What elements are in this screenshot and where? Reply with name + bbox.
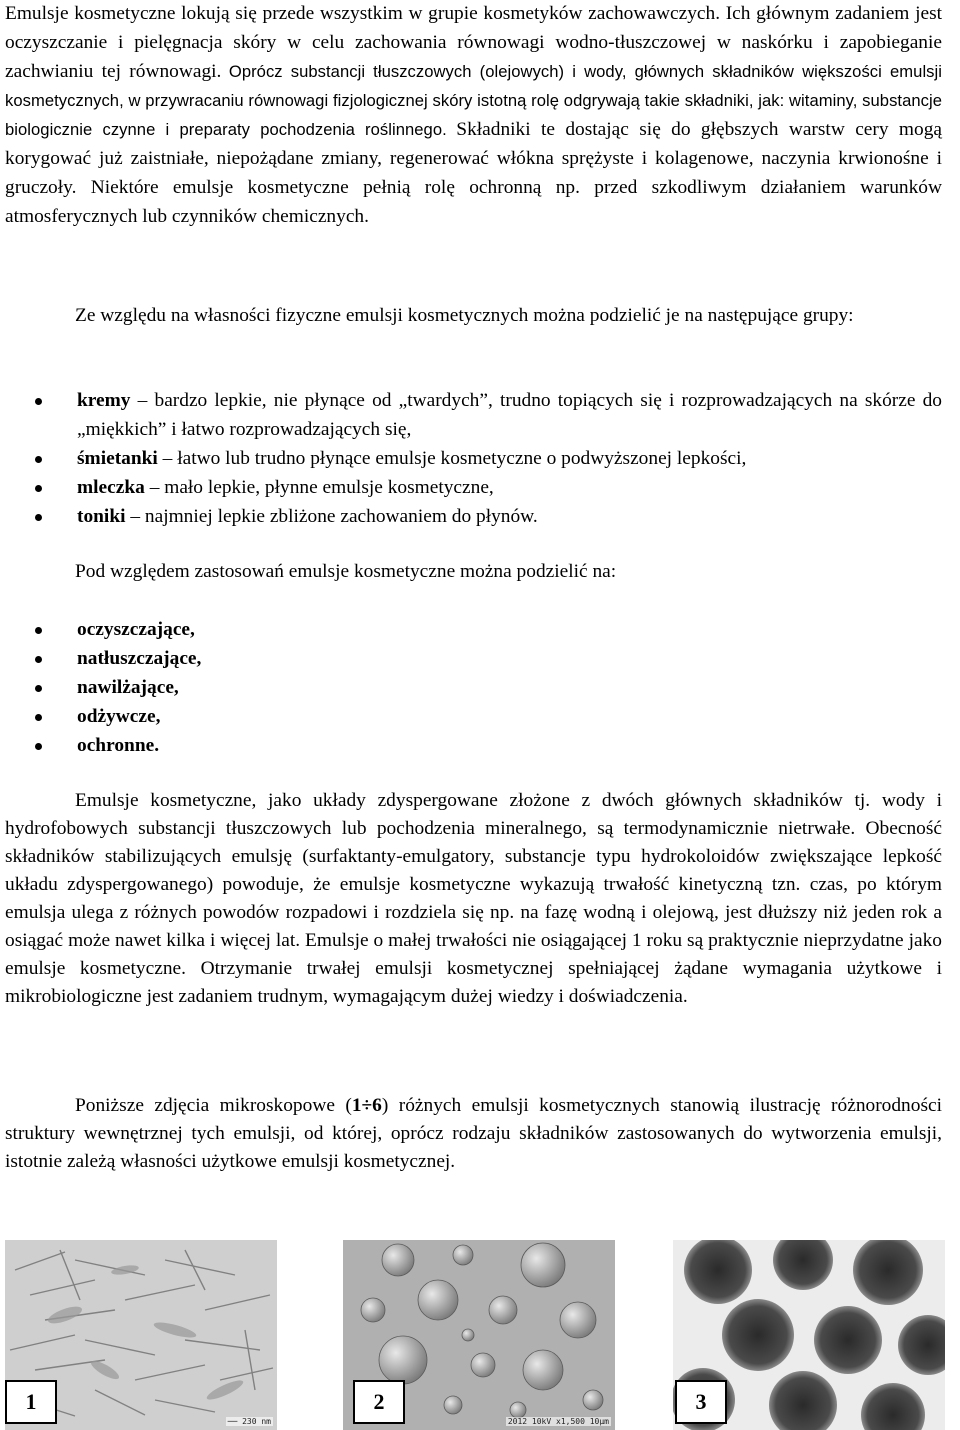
stability-paragraph: Emulsje kosmetyczne, jako układy zdyspergowane złożone z dwóch głównych składników tj. wody i hydrofobowych substancji tłuszczowych lub pochodzenia mineralnego, są termodynamicznie nietrwałe. Obecność składników stabilizujących emulsję (surfaktanty-emulgatory, substancje typu hydrokoloidów zwiększające lepkość układu zdyspergowanego) powoduje, że emulsje kosmetyczne wykazują trwałość kinetyczną tzn. czas, po którym emulsja ulega z różnych powodów rozpadowi i rozdziela się np. na fazę wodną i olejową, jest dłuższy niż jeden rok a osiągać może nawet kilka i więcej lat. Emulsje o małej trwałości nie osiągającej 1 roku są praktycznie nieprzydatne jako emulsje kosmetyczne. Otrzymanie trwałej emulsji kosmetycznej spełniającej żądane wymagania użytkowe i mikrobiologiczne jest zadaniem trudnym, wymagającym dużej wiedzy i doświadczenia.	[5, 790, 942, 1007]
group-description: – łatwo lub trudno płynące emulsje kosmetyczne o podwyższonej lepkości,	[157, 448, 747, 469]
application-term: nawilżające,	[77, 677, 179, 698]
micrograph-label: 1	[5, 1380, 57, 1424]
bullet-icon	[35, 656, 42, 663]
group-description: – mało lepkie, płynne emulsje kosmetyczne,	[144, 477, 494, 498]
micrograph-3	[673, 1240, 945, 1430]
microscopy-paragraph	[5, 1092, 942, 1176]
applications-intro-paragraph: Pod względem zastosowań emulsje kosmetyczne można podzielić na:	[75, 561, 617, 582]
group-term: śmietanki	[77, 448, 158, 469]
micrograph-label: 2	[353, 1380, 405, 1424]
microscopy-text-after: ) różnych emulsji kosmetycznych stanowią ilustrację różnorodności struktury wewnętrznej tych emulsji, od której, oprócz rodzaju składników zastosowanych do wytworzenia emulsji, istotnie zależą własności użytkowe emulsji kosmetycznej.	[5, 1095, 942, 1172]
bullet-icon	[35, 485, 42, 492]
list-item	[5, 673, 942, 702]
list-item	[5, 386, 942, 444]
application-term: oczyszczające,	[77, 619, 195, 640]
group-term: toniki	[77, 506, 126, 527]
micrograph-2	[343, 1240, 615, 1430]
group-term: kremy	[77, 390, 131, 411]
intro-paragraph	[5, 0, 942, 232]
micrograph-label: 3	[675, 1380, 727, 1424]
bullet-icon	[35, 627, 42, 634]
list-item	[5, 702, 942, 731]
list-item	[5, 731, 942, 760]
intro-sentence-a: Emulsje kosmetyczne lokują się przede wszystkim w grupie kosmetyków zachowawczych. Ich głównym zadaniem jest oczyszczanie i pielęgnacja skóry w celu zachowania równowagi wodno-tłuszczowej w naskórku i zapobieganie zachwianiu tej równowagi.	[5, 3, 942, 82]
scale-bar: ── 230 nm	[227, 1417, 271, 1426]
bullet-icon	[35, 514, 42, 521]
bullet-icon	[35, 714, 42, 721]
application-term: natłuszczające,	[77, 648, 202, 669]
application-term: odżywcze,	[77, 706, 161, 727]
group-description: – bardzo lepkie, nie płynące od „twardych”, trudno topiących się i rozprowadzających na skórze do „miękkich” i łatwo rozprowadzających się,	[77, 390, 942, 440]
list-item	[5, 444, 942, 473]
bullet-icon	[35, 398, 42, 405]
intro-sentence-c: Składniki te dostając się do głębszych warstw cery mogą korygować już zaistniałe, niepożądane zmiany, regenerować włókna sprężyste i kolagenowe, naczynia krwionośne i gruczoły. Niektóre emulsje kosmetyczne pełnią rolę ochronną np. przed szkodliwym działaniem warunków atmosferycznych lub czynników chemicznych.	[5, 119, 943, 227]
bullet-icon	[35, 685, 42, 692]
bullet-icon	[35, 743, 42, 750]
group-term: mleczka	[77, 477, 145, 498]
bullet-icon	[35, 456, 42, 463]
scale-bar: 2012 10kV x1,500 10µm	[507, 1417, 609, 1426]
list-item	[5, 473, 942, 502]
applications-list	[5, 615, 942, 760]
micrograph-1	[5, 1240, 277, 1430]
list-item	[5, 615, 942, 644]
intro-sentence-b: Oprócz substancji tłuszczowych (olejowych) i wody, głównych składników większości emulsji kosmetycznych, w przywracaniu równowagi fizjologicznej skóry istotną rolę odgrywają takie składniki, jak: witaminy, substancje biologicznie czynne i preparaty pochodzenia roślinnego.	[5, 62, 942, 139]
group-description: – najmniej lepkie zbliżone zachowaniem do płynów.	[125, 506, 538, 527]
microscopy-text-before: Poniższe zdjęcia mikroskopowe (	[75, 1095, 352, 1116]
application-term: ochronne.	[77, 735, 160, 756]
micrograph-row	[5, 1240, 960, 1430]
groups-list	[5, 386, 942, 531]
list-item	[5, 502, 942, 531]
list-item	[5, 644, 942, 673]
photo-range: 1÷6	[351, 1095, 382, 1116]
groups-intro-paragraph: Ze względu na własności fizyczne emulsji kosmetycznych można podzielić je na następujące grupy:	[75, 305, 854, 326]
